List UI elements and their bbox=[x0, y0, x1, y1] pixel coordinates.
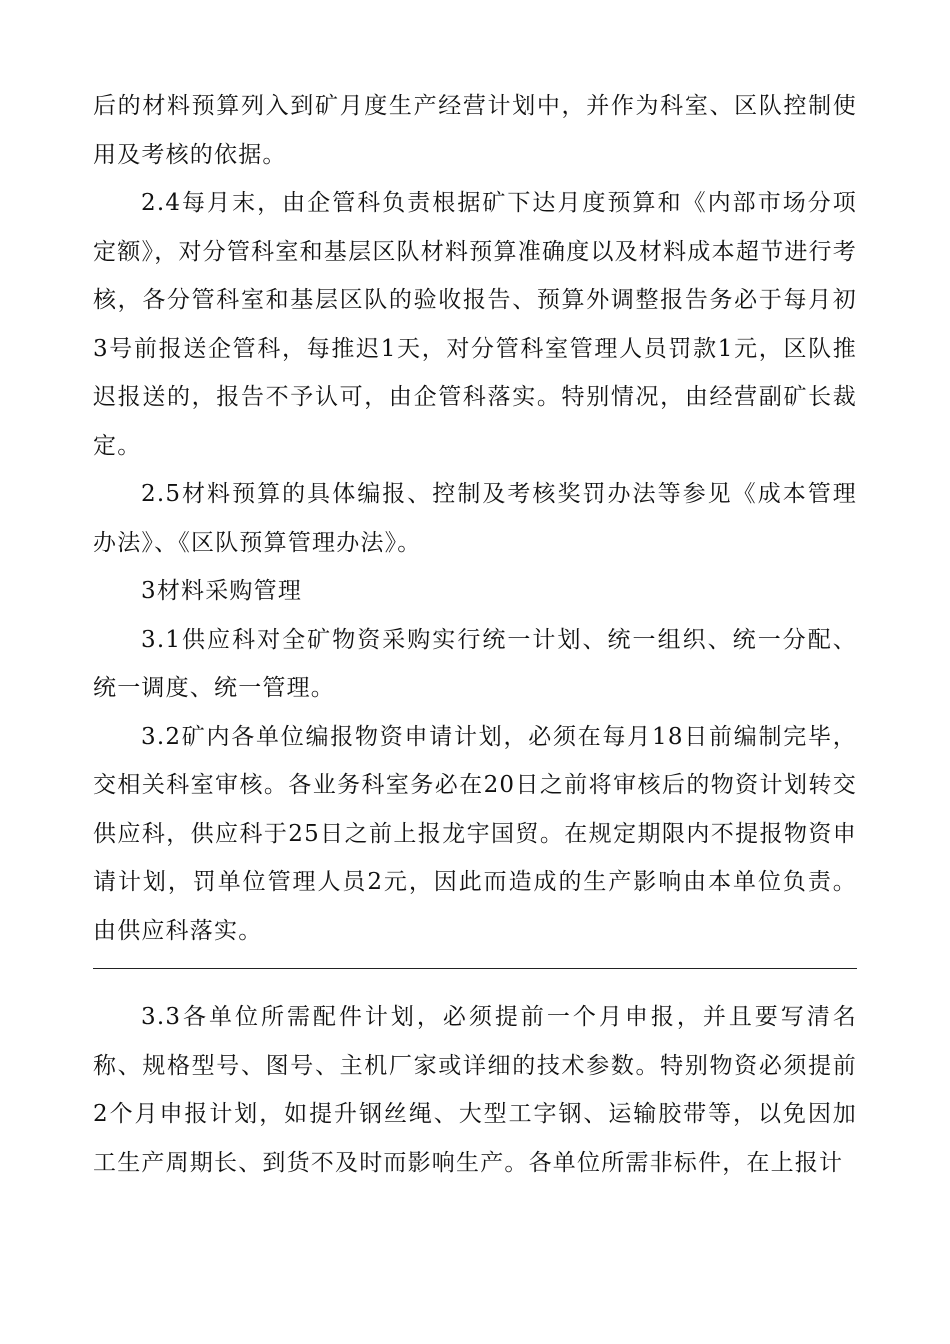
continuation-paragraph: 后的材料预算列入到矿月度生产经营计划中，并作为科室、区队控制使用及考核的依据。 bbox=[93, 93, 857, 168]
section-heading-3: 3材料采购管理 bbox=[141, 578, 303, 604]
paragraph-3-2: 3.2矿内各单位编报物资申请计划，必须在每月18日前编制完毕，交相关科室审核。各业务科室务必在20日之前将审核后的物资计划转交供应科，供应科于25日之前上报龙宇国贸。在规定期限内不提报物资申请计划，罚单位管理人员2元，因此而造成的生产影响由本单位负责。由供应科落实。 bbox=[93, 723, 857, 944]
paragraph-3-3: 3.3各单位所需配件计划，必须提前一个月申报，并且要写清名称、规格型号、图号、主机厂家或详细的技术参数。特别物资必须提前2个月申报计划，如提升钢丝绳、大型工字钢、运输胶带等，以免因加工生产周期长、到货不及时而影响生产。各单位所需非标件，在上报计 bbox=[93, 1004, 857, 1176]
paragraph-2-5: 2.5材料预算的具体编报、控制及考核奖罚办法等参见《成本管理办法》、《区队预算管理办法》。 bbox=[93, 481, 857, 556]
paragraph-3-1: 3.1供应科对全矿物资采购实行统一计划、统一组织、统一分配、统一调度、统一管理。 bbox=[93, 626, 857, 701]
document-page bbox=[93, 82, 857, 1187]
paragraph-2-4: 2.4每月末，由企管科负责根据矿下达月度预算和《内部市场分项定额》，对分管科室和基层区队材料预算准确度以及材料成本超节进行考核，各分管科室和基层区队的验收报告、预算外调整报告务必于每月初3号前报送企管科，每推迟1天，对分管科室管理人员罚款1元，区队推迟报送的，报告不予认可，由企管科落实。特别情况，由经营副矿长裁定。 bbox=[93, 190, 857, 459]
page-divider bbox=[93, 968, 857, 969]
